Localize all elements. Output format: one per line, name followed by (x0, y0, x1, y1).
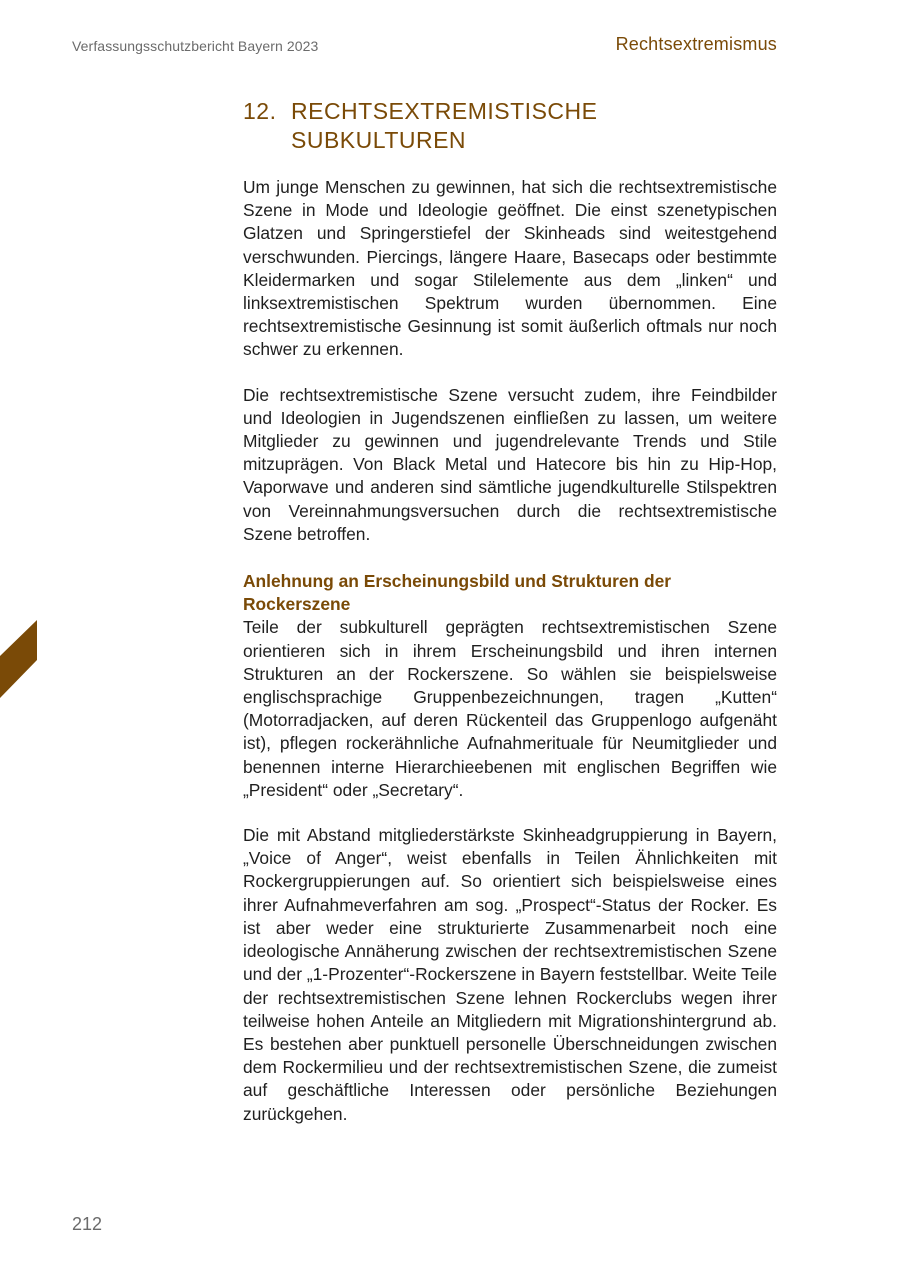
section-subheading: Anlehnung an Erscheinungsbild und Strukturen der Rockerszene (243, 571, 672, 615)
body-text (243, 176, 777, 1126)
page-number: 212 (72, 1214, 103, 1234)
running-header-title: Verfassungsschutzbericht Bayern 2023 (72, 38, 319, 54)
chapter-title: RECHTSEXTREMISTISCHE SUBKULTUREN (291, 98, 598, 153)
running-header-section: Rechtsextremismus (615, 34, 777, 54)
paragraph-intro: Um junge Menschen zu gewinnen, hat sich die rechtsextremistische Szene in Mode und Ideologie geöffnet. Die einst szenetypischen Glatzen und Springerstiefel der Skinheads sind weitestgehend verschwunden. Piercings, längere Haare, Basecaps oder bestimmte Kleidermarken und sogar Stilelemente aus dem „linken“ und linksextremistischen Spektrum wurden übernommen. Eine rechtsextremistische Gesinnung ist somit äußerlich oftmals nur noch schwer zu erkennen. (243, 177, 777, 360)
chapter-number: 12. (243, 98, 277, 124)
chapter-heading (243, 97, 663, 155)
chapter-tab-marker-icon (0, 620, 37, 698)
paragraph-voice-of-anger: Die mit Abstand mitgliederstärkste Skinheadgruppierung in Bayern, „Voice of Anger“, weist ebenfalls in Teilen Ähnlichkeiten mit Rockergruppierungen auf. So orientiert sich beispielsweise eines ihrer Aufnahmeverfahren am sog. „Prospect“-Status der Rocker. Es ist aber weder eine strukturierte Zusammenarbeit noch eine ideologische Annäherung zwischen der rechtsextremistischen Szene und der „1-Prozenter“-Rockerszene in Bayern feststellbar. Weite Teile der rechtsextremistischen Szene lehnen Rockerclubs wegen ihrer teilweise hohen Anteile an Mitgliedern mit Migrationshintergrund ab. Es bestehen aber punktuell personelle Überschneidungen zwischen dem Rockermilieu und der rechtsextremistischen Szene, die zumeist auf geschäftliche Interessen oder persönliche Beziehungen zurückgehen. (243, 825, 777, 1124)
paragraph-youth-scenes: Die rechtsextremistische Szene versucht zudem, ihre Feindbilder und Ideologien in Jugendszenen einfließen zu lassen, um weitere Mitglieder zu gewinnen und jugendrelevante Trends und Stile mitzuprägen. Von Black Metal und Hatecore bis hin zu Hip-Hop, Vaporwave und anderen sind sämtliche jugendkulturelle Stilspektren von Vereinnahmungsversuchen durch die rechtsextremistische Szene betroffen. (243, 384, 777, 544)
paragraph-rocker-structures: Teile der subkulturell geprägten rechtsextremistischen Szene orientieren sich in ihrem Erscheinungsbild und ihren internen Strukturen an der Rockerszene. So wählen sie beispielsweise englischsprachige Gruppenbezeichnungen, tragen „Kutten“ (Motorradjacken, auf deren Rückenteil das Gruppenlogo aufgenäht ist), pflegen rockerähnliche Aufnahmerituale für Neumitglieder und benennen interne Hierarchieebenen mit englischen Begriffen wie „President“ oder „Secretary“. (243, 617, 777, 800)
